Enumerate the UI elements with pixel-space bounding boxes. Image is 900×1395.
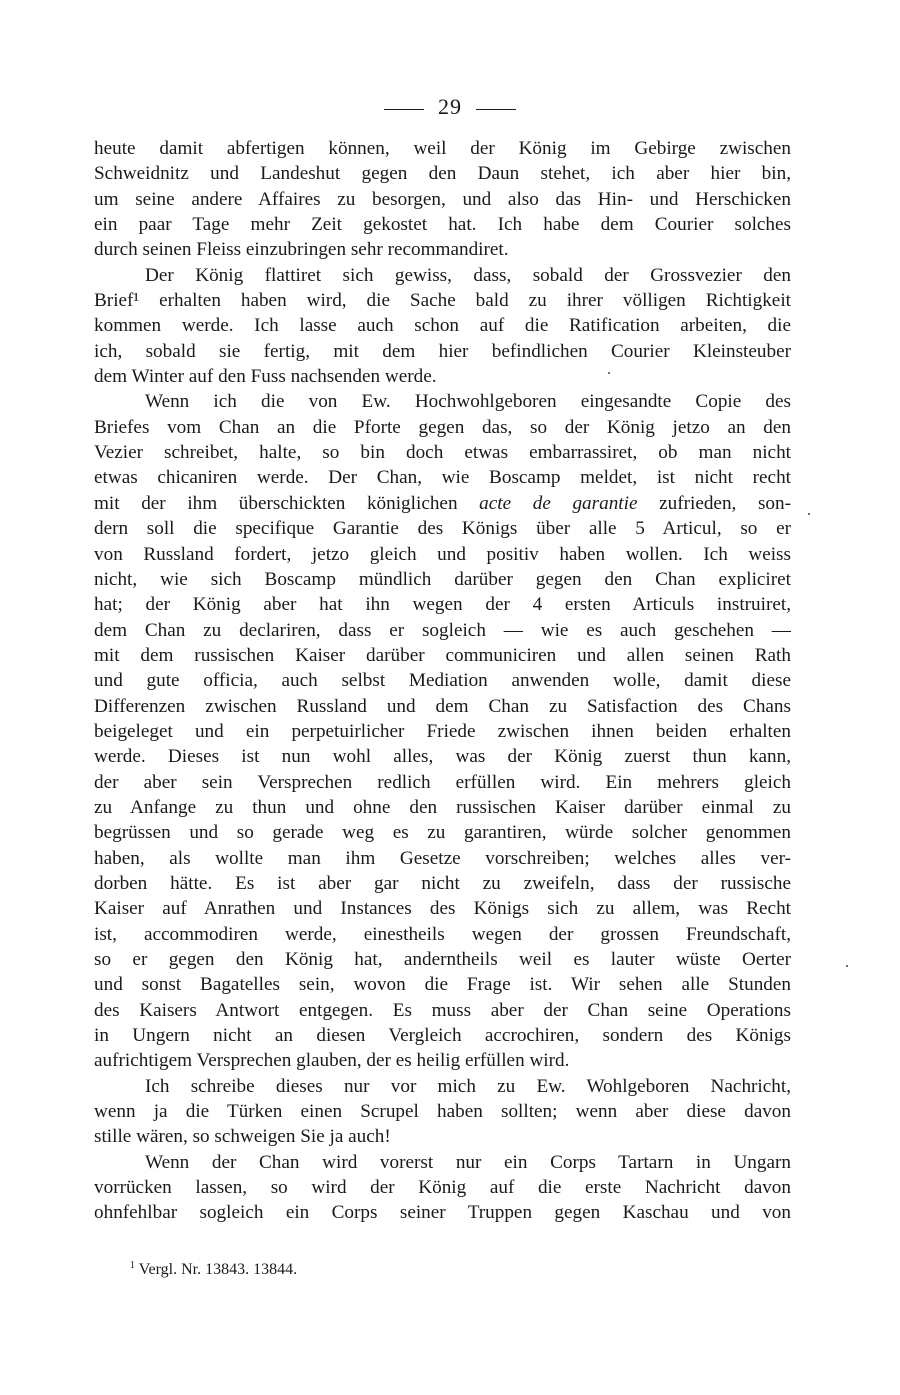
text-line: Brief¹ erhalten haben wird, die Sache bald zu ihrer völligen Richtigkeit: [94, 290, 791, 312]
text-line: dern soll die specifique Garantie des Königs über alle 5 Articul, so er: [94, 518, 791, 540]
text-line: Differenzen zwischen Russland und dem Chan zu Satisfaction des Chans: [94, 695, 791, 717]
text-line: und gute officia, auch selbst Mediation anwenden wolle, damit diese: [94, 670, 791, 692]
body-text: [94, 136, 791, 1226]
text-line: dorben hätte. Es ist aber gar nicht zu zweifeln, dass der russische: [94, 872, 791, 894]
text-line: vorrücken lassen, so wird der König auf die erste Nachricht davon: [94, 1177, 791, 1199]
text-line: ich, sobald sie fertig, mit dem hier befindlichen Courier Kleinsteuber: [94, 340, 791, 362]
text-line: Wenn ich die von Ew. Hochwohlgeboren eingesandte Copie des: [145, 391, 791, 413]
text-line: stille wären, so schweigen Sie ja auch!: [94, 1126, 391, 1148]
text-line: zu Anfange zu thun und ohne den russischen Kaiser darüber einmal zu: [94, 796, 791, 818]
text-line: Vezier schreibet, halte, so bin doch etwas embarrassiret, ob man nicht: [94, 442, 791, 464]
text-line: durch seinen Fleiss einzubringen sehr recommandiret.: [94, 239, 509, 261]
text-line: heute damit abfertigen können, weil der König im Gebirge zwischen: [94, 138, 791, 159]
text-line: Ich schreibe dieses nur vor mich zu Ew. Wohlgeboren Nachricht,: [145, 1075, 791, 1097]
page-number: 29: [438, 94, 462, 119]
header-rule-left: [384, 109, 424, 110]
text-line: so er gegen den König hat, anderntheils weil es lauter wüste Oerter: [94, 949, 791, 970]
text-line: kommen werde. Ich lasse auch schon auf die Ratification arbeiten, die: [94, 315, 791, 337]
text-line: mit dem russischen Kaiser darüber communiciren und allen seinen Rath: [94, 644, 791, 666]
text-line: Der König flattiret sich gewiss, dass, sobald der Grossvezier den: [145, 264, 791, 286]
text-line: etwas chicaniren werde. Der Chan, wie Boscamp meldet, ist nicht recht: [94, 467, 791, 489]
text-line: ist, accommodiren werde, einestheils wegen der grossen Freundschaft,: [94, 923, 791, 945]
text-line: von Russland fordert, jetzo gleich und positiv haben wollen. Ich weiss: [94, 543, 791, 565]
scan-speck: [608, 372, 610, 374]
text-line: ein paar Tage mehr Zeit gekostet hat. Ich habe dem Courier solches: [94, 214, 791, 236]
text-segment: zufrieden, son-: [637, 492, 791, 514]
scan-speck: [808, 513, 810, 515]
paragraph: [94, 1150, 791, 1226]
text-line: haben, als wollte man ihm Gesetze vorschreiben; welches alles ver-: [94, 847, 791, 869]
text-line: ohnfehlbar sogleich ein Corps seiner Truppen gegen Kaschau und von: [94, 1202, 791, 1224]
paragraph: [94, 1074, 791, 1150]
text-line: wenn ja die Türken einen Scrupel haben sollten; wenn aber diese davon: [94, 1101, 791, 1123]
text-line: beigeleget und ein perpetuirlicher Friede zwischen ihnen beiden erhalten: [94, 720, 791, 742]
text-line: hat; der König aber hat ihn wegen der 4 ersten Articuls instruiret,: [94, 594, 791, 616]
text-line: in Ungern nicht an diesen Vergleich accrochiren, sondern des Königs: [94, 1025, 791, 1047]
text-segment: mit der ihm überschickten königlichen: [94, 492, 480, 514]
text-line: [94, 491, 791, 516]
page-header: [0, 92, 900, 122]
header-rule-right: [476, 109, 516, 110]
italic-phrase: acte de garantie: [479, 492, 638, 514]
text-line: Schweidnitz und Landeshut gegen den Daun stehet, ich aber hier bin,: [94, 163, 791, 185]
text-line: um seine andere Affaires zu besorgen, und also das Hin- und Herschicken: [94, 188, 791, 210]
text-line: nicht, wie sich Boscamp mündlich darüber gegen den Chan expliciret: [94, 568, 791, 590]
paragraph: [94, 136, 791, 263]
text-line: Kaiser auf Anrathen und Instances des Königs sich zu allem, was Recht: [94, 898, 791, 920]
footnote-marker: 1: [130, 1260, 135, 1271]
text-line: dem Winter auf den Fuss nachsenden werde.: [94, 366, 437, 388]
text-line: und sonst Bagatelles sein, wovon die Frage ist. Wir sehen alle Stunden: [94, 974, 791, 996]
text-line: der aber sein Versprechen redlich erfüllen wird. Ein mehrers gleich: [94, 771, 791, 793]
paragraph: [94, 389, 791, 1073]
text-line: dem Chan zu declariren, dass er sogleich — wie es auch geschehen —: [94, 619, 791, 641]
text-line: Briefes vom Chan an die Pforte gegen das, so der König jetzo an den: [94, 416, 791, 438]
scan-speck: [846, 965, 848, 967]
paragraph: [94, 263, 791, 390]
text-line: werde. Dieses ist nun wohl alles, was der König zuerst thun kann,: [94, 746, 791, 768]
text-line: Wenn der Chan wird vorerst nur ein Corps Tartarn in Ungarn: [145, 1151, 791, 1173]
footnote: [130, 1260, 297, 1279]
footnote-text: Vergl. Nr. 13843. 13844.: [138, 1261, 298, 1278]
text-line: aufrichtigem Versprechen glauben, der es heilig erfüllen wird.: [94, 1050, 570, 1072]
text-line: des Kaisers Antwort entgegen. Es muss aber der Chan seine Operations: [94, 999, 791, 1021]
text-line: begrüssen und so gerade weg es zu garantiren, würde solcher genommen: [94, 822, 791, 844]
